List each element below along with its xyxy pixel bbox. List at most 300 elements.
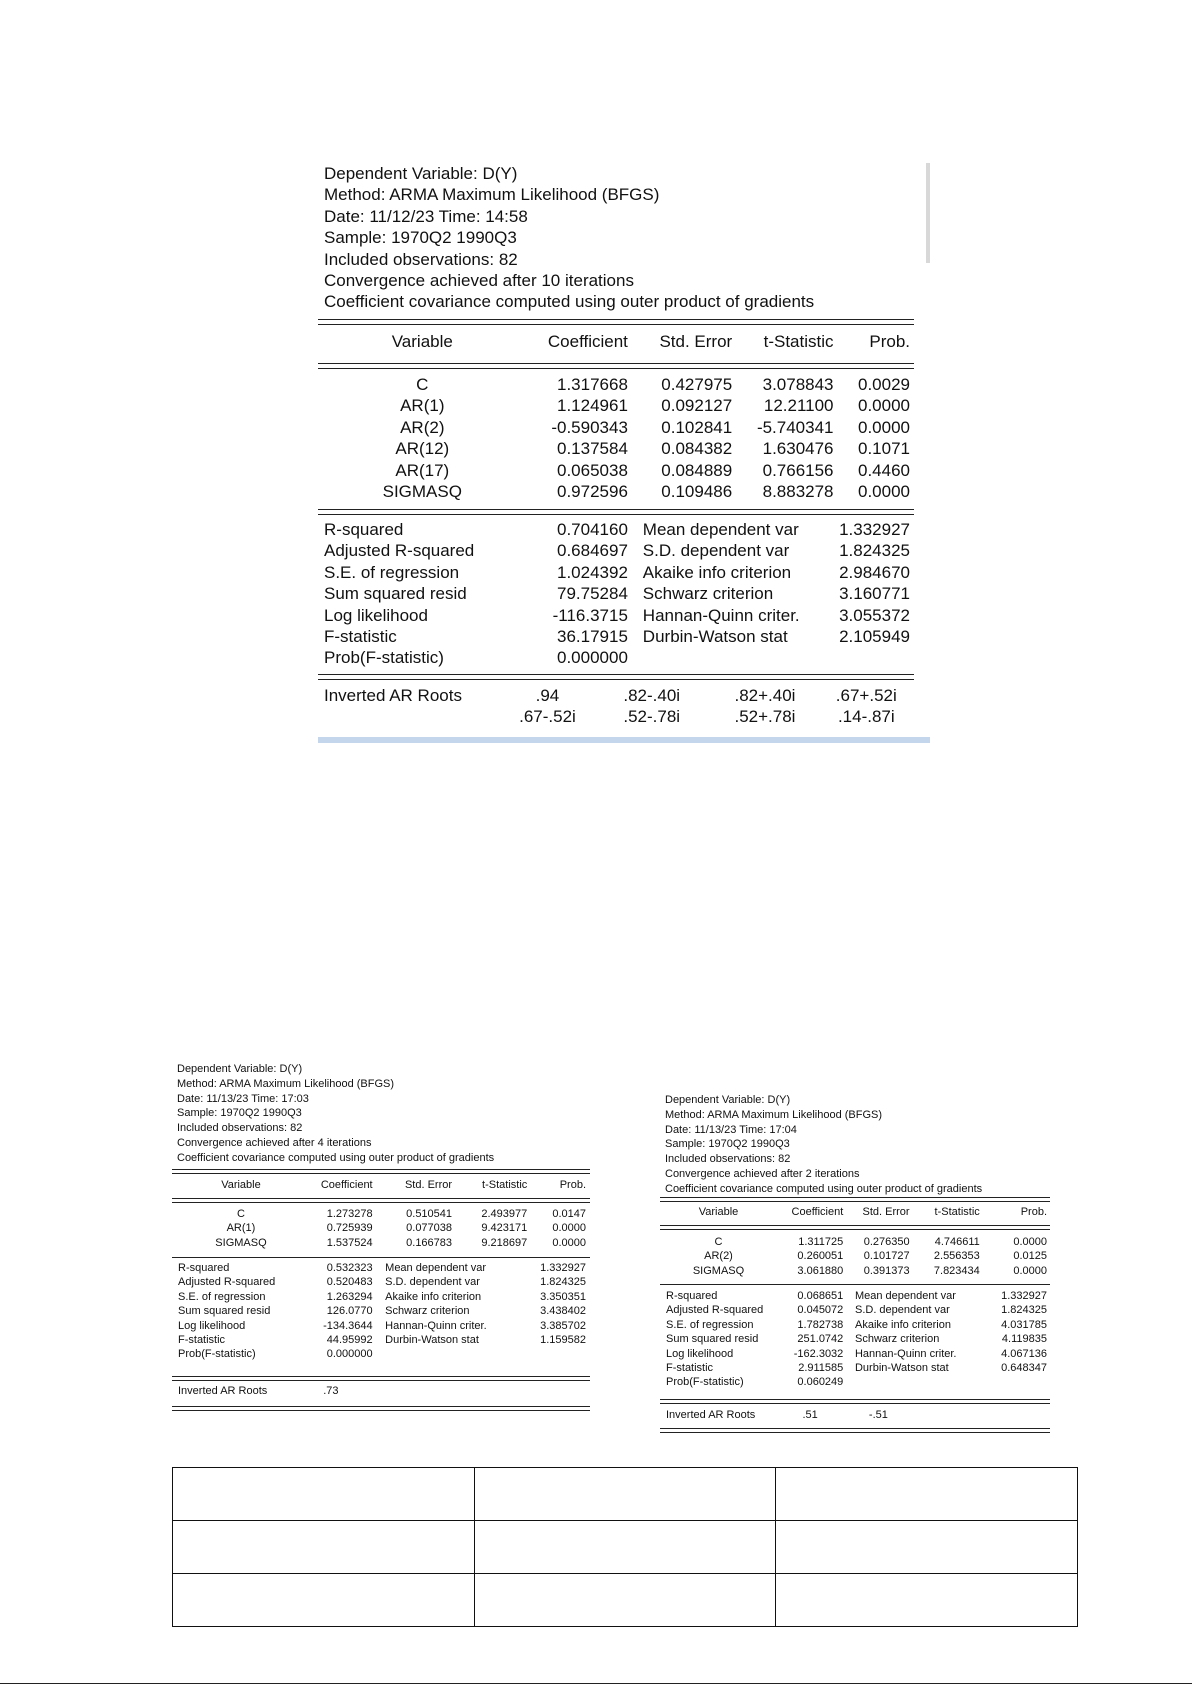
t-statistic-value: 0.766156 [762, 460, 834, 480]
statistic-value: 1.824325 [540, 1276, 586, 1289]
statistic-value: 3.055372 [839, 605, 910, 625]
double-rule [660, 1197, 1050, 1202]
prob-value: 0.0000 [858, 482, 910, 502]
root-value [511, 1384, 590, 1398]
page-footer-rule [0, 1683, 1192, 1684]
statistic-value: 1.159582 [540, 1334, 586, 1347]
statistic-value: 1.263294 [326, 1290, 373, 1303]
statistic-row [318, 583, 914, 604]
coefficient-row [318, 395, 914, 416]
prob-value: 0.0000 [552, 1236, 586, 1249]
statistic-label: S.D. dependent var [385, 1276, 480, 1289]
statistic-label: S.D. dependent var [642, 541, 790, 561]
coefficient-row [660, 1249, 1050, 1263]
col-std-error: Std. Error [404, 1179, 453, 1191]
col-prob: Prob. [869, 332, 910, 351]
statistic-value: 2.911585 [798, 1362, 844, 1375]
coefficient-column-headers [172, 1178, 590, 1192]
t-statistic-value: 9.218697 [481, 1236, 528, 1249]
prob-value: 0.0125 [1013, 1250, 1047, 1263]
col-prob: Prob. [559, 1179, 586, 1191]
statistic-row [318, 519, 914, 540]
coefficient-value: 0.065038 [557, 460, 628, 480]
variable-name: SIGMASQ [692, 1264, 745, 1277]
inverted-ar-roots [172, 1384, 590, 1398]
roots-label: Inverted AR Roots [178, 1385, 268, 1397]
header-line: Convergence achieved after 10 iterations [324, 271, 634, 291]
statistic-label: R-squared [324, 520, 404, 539]
table-cell[interactable] [173, 1521, 475, 1574]
header-line: Included observations: 82 [324, 249, 518, 269]
std-error-value: 0.084382 [661, 439, 733, 459]
prob-value: 0.0000 [552, 1222, 586, 1235]
header-line: Sample: 1970Q2 1990Q3 [324, 228, 517, 248]
coefficient-value: 0.137584 [557, 439, 628, 459]
summary-statistics [172, 1261, 590, 1362]
coefficient-row [172, 1207, 590, 1221]
roots-row [660, 1408, 1050, 1422]
table-cell[interactable] [173, 1574, 475, 1627]
root-value: .67+.52i [835, 686, 897, 705]
statistic-value: 4.031785 [1001, 1318, 1047, 1331]
double-rule [318, 509, 914, 515]
prob-value: 0.0000 [1013, 1264, 1047, 1277]
header-line: Method: ARMA Maximum Likelihood (BFGS) [324, 185, 660, 205]
std-error-value: 0.101727 [863, 1250, 910, 1263]
variable-name: C [236, 1208, 245, 1220]
root-value: .51 [802, 1409, 818, 1421]
spacer [318, 706, 503, 727]
statistic-label: Hannan-Quinn criter. [385, 1319, 487, 1332]
header-line: Sample: 1970Q2 1990Q3 [665, 1138, 790, 1151]
double-rule [172, 1406, 590, 1411]
coefficient-row [172, 1221, 590, 1235]
statistic-label: Log likelihood [178, 1319, 246, 1332]
table-row [173, 1574, 1078, 1627]
roots-label: Inverted AR Roots [666, 1409, 756, 1421]
variable-name: SIGMASQ [215, 1236, 267, 1249]
coefficient-value: 1.537524 [326, 1236, 373, 1249]
statistic-label: Sum squared resid [666, 1333, 759, 1346]
spacer [628, 562, 643, 583]
coefficient-column-headers [660, 1205, 1050, 1219]
header-line: Dependent Variable: D(Y) [177, 1063, 303, 1075]
summary-statistics [318, 519, 914, 669]
statistic-label: F-statistic [666, 1362, 714, 1375]
statistic-label: Schwarz criterion [642, 584, 774, 604]
estimation-header [324, 163, 814, 313]
statistic-row [172, 1261, 590, 1275]
empty-comparison-table [172, 1467, 1078, 1627]
spacer [843, 1289, 855, 1303]
statistic-label: Akaike info criterion [385, 1290, 482, 1303]
std-error-value: 0.510541 [406, 1208, 453, 1220]
double-rule [660, 1399, 1050, 1404]
roots-row [318, 685, 914, 706]
spacer [843, 1303, 855, 1317]
statistic-row [660, 1347, 1050, 1361]
statistic-value: 0.000000 [326, 1348, 373, 1361]
statistic-label: Log likelihood [666, 1347, 734, 1360]
t-statistic-value: 2.556353 [933, 1250, 980, 1263]
variable-name: AR(17) [395, 460, 450, 480]
statistic-value: 1.782738 [797, 1318, 844, 1331]
statistic-row [172, 1304, 590, 1318]
estimation-header [177, 1062, 494, 1166]
root-value: .94 [535, 686, 560, 705]
spacer [843, 1318, 855, 1332]
col-coefficient: Coefficient [320, 1179, 373, 1191]
coefficient-row [318, 481, 914, 502]
t-statistic-value: 2.493977 [481, 1208, 528, 1220]
header-line: Coefficient covariance computed using outer product of gradients [177, 1151, 495, 1164]
statistic-value: 0.068651 [797, 1290, 844, 1302]
statistic-value: -116.3715 [552, 605, 628, 625]
root-value: .52-.78i [623, 707, 681, 727]
spacer [628, 626, 643, 647]
statistic-value: 2.984670 [839, 562, 910, 582]
statistic-value: 251.0742 [797, 1333, 844, 1346]
statistic-value: 1.824325 [839, 541, 910, 561]
t-statistic-value: -5.740341 [756, 417, 834, 437]
statistic-label: Akaike info criterion [854, 1318, 951, 1331]
std-error-value: 0.092127 [661, 396, 733, 416]
double-rule [318, 363, 914, 369]
coefficient-row [318, 417, 914, 438]
statistic-row [660, 1289, 1050, 1303]
spacer [373, 1319, 386, 1333]
statistic-label: Hannan-Quinn criter. [642, 605, 800, 625]
header-line: Included observations: 82 [177, 1122, 303, 1135]
coefficient-value: 0.972596 [557, 482, 628, 502]
statistic-value: 0.532323 [326, 1262, 373, 1274]
spacer [373, 1275, 386, 1289]
double-rule [172, 1169, 590, 1174]
statistic-row [318, 540, 914, 561]
col-prob: Prob. [1020, 1206, 1047, 1218]
std-error-value: 0.391373 [863, 1264, 910, 1277]
statistic-label [643, 647, 822, 668]
statistic-value: 0.648347 [1001, 1362, 1047, 1375]
statistic-label: R-squared [178, 1262, 230, 1274]
root-value: .82+.40i [734, 686, 796, 705]
statistic-row [172, 1275, 590, 1289]
statistic-value [984, 1375, 1050, 1389]
spacer [843, 1332, 855, 1346]
header-line: Convergence achieved after 2 iterations [665, 1167, 860, 1180]
statistic-label: Hannan-Quinn criter. [854, 1347, 957, 1360]
coefficient-table [172, 1207, 590, 1250]
statistic-value: 44.95992 [326, 1334, 373, 1347]
coefficient-value: -0.590343 [551, 417, 628, 437]
statistic-label: S.E. of regression [178, 1290, 266, 1303]
statistic-label: Durbin-Watson stat [385, 1334, 479, 1347]
statistic-value: 3.160771 [839, 584, 910, 604]
ar2-estimation-output [660, 1093, 1050, 1433]
statistic-value: -162.3032 [793, 1347, 844, 1360]
root-value: .82-.40i [623, 686, 681, 705]
table-cell[interactable] [776, 1574, 1078, 1627]
std-error-value: 0.109486 [661, 482, 733, 502]
spacer [628, 583, 643, 604]
t-statistic-value: 12.21100 [763, 396, 834, 416]
statistic-row [318, 605, 914, 626]
col-coefficient: Coefficient [791, 1206, 844, 1218]
coefficient-row [318, 438, 914, 459]
statistic-label: Mean dependent var [385, 1262, 487, 1274]
statistic-row [172, 1347, 590, 1361]
col-t-statistic: t-Statistic [763, 332, 834, 351]
double-rule [660, 1225, 1050, 1230]
table-cell[interactable] [173, 1468, 475, 1521]
summary-statistics [660, 1289, 1050, 1390]
t-statistic-value: 7.823434 [933, 1264, 980, 1277]
header-line: Date: 11/12/23 Time: 14:58 [324, 206, 528, 226]
table-cell[interactable] [474, 1574, 776, 1627]
statistic-row [172, 1333, 590, 1347]
statistic-label: Prob(F-statistic) [178, 1348, 256, 1361]
table-row [173, 1468, 1078, 1521]
header-line: Sample: 1970Q2 1990Q3 [177, 1107, 302, 1120]
double-rule [318, 319, 914, 325]
t-statistic-value: 9.423171 [481, 1222, 528, 1235]
col-variable: Variable [221, 1179, 261, 1191]
statistic-value: 1.332927 [1001, 1290, 1047, 1302]
variable-name: C [416, 375, 429, 394]
double-rule [172, 1198, 590, 1203]
prob-value: 0.0000 [858, 417, 910, 437]
spacer [843, 1375, 855, 1389]
header-line: Dependent Variable: D(Y) [665, 1094, 791, 1106]
statistic-value: 0.000000 [557, 648, 628, 668]
header-line: Dependent Variable: D(Y) [324, 164, 518, 183]
statistic-row [172, 1290, 590, 1304]
statistic-value: 79.75284 [557, 584, 628, 604]
coefficient-value: 1.311725 [798, 1236, 844, 1248]
spacer [628, 540, 643, 561]
root-value [352, 1384, 436, 1398]
std-error-value: 0.084889 [661, 460, 733, 480]
statistic-value: 2.105949 [839, 627, 910, 647]
header-line: Coefficient covariance computed using outer product of gradients [665, 1182, 983, 1195]
statistic-label: Sum squared resid [178, 1305, 271, 1318]
header-line: Date: 11/13/23 Time: 17:04 [665, 1123, 797, 1136]
inverted-ar-roots [318, 685, 914, 728]
statistic-row [660, 1318, 1050, 1332]
coefficient-table [660, 1235, 1050, 1278]
coefficient-value: 1.317668 [557, 375, 628, 394]
root-value: -.51 [868, 1409, 888, 1421]
std-error-value: 0.166783 [406, 1236, 453, 1249]
t-statistic-value: 4.746611 [934, 1236, 980, 1248]
statistic-label: Schwarz criterion [854, 1333, 940, 1346]
std-error-value: 0.077038 [406, 1222, 453, 1235]
statistic-row [660, 1303, 1050, 1317]
statistic-value: 1.332927 [839, 520, 910, 539]
statistic-label: Schwarz criterion [385, 1305, 470, 1318]
variable-name: C [714, 1236, 723, 1248]
statistic-label: Durbin-Watson stat [854, 1362, 949, 1375]
coefficient-value: 3.061880 [797, 1264, 844, 1277]
spacer [373, 1347, 386, 1361]
std-error-value: 0.427975 [661, 375, 733, 394]
statistic-label: Akaike info criterion [642, 562, 792, 582]
variable-name: AR(2) [400, 417, 445, 437]
roots-label: Inverted AR Roots [324, 686, 462, 705]
statistic-label: S.E. of regression [324, 562, 460, 582]
coefficient-row [318, 374, 914, 395]
statistic-value: 4.119835 [1001, 1333, 1047, 1346]
spacer [373, 1261, 386, 1275]
statistic-label: Adjusted R-squared [666, 1304, 764, 1317]
col-coefficient: Coefficient [547, 332, 628, 351]
statistic-label: S.D. dependent var [854, 1304, 950, 1317]
statistic-label: Prob(F-statistic) [666, 1376, 744, 1389]
table-row [173, 1521, 1078, 1574]
statistic-label [855, 1375, 984, 1389]
col-std-error: Std. Error [659, 332, 733, 351]
ar1-estimation-output [172, 1062, 590, 1422]
statistic-value: 0.045072 [797, 1304, 844, 1317]
scrollbar[interactable] [926, 163, 930, 263]
header-line: Included observations: 82 [665, 1153, 791, 1166]
col-variable: Variable [698, 1206, 739, 1218]
rule [172, 1257, 590, 1258]
coefficient-value: 0.260051 [797, 1250, 844, 1263]
statistic-row [660, 1332, 1050, 1346]
variable-name: AR(1) [400, 396, 445, 416]
root-value [980, 1408, 1050, 1422]
std-error-value: 0.102841 [661, 417, 733, 437]
header-line: Convergence achieved after 4 iterations [177, 1136, 372, 1149]
coefficient-row [172, 1236, 590, 1250]
roots-row [318, 706, 914, 727]
coefficient-value: 0.725939 [326, 1222, 373, 1235]
prob-value: 0.0000 [1013, 1236, 1047, 1248]
statistic-label: Adjusted R-squared [178, 1276, 276, 1289]
root-value: .52+.78i [734, 707, 796, 727]
statistic-value: 126.0770 [326, 1305, 373, 1318]
statistic-label: Prob(F-statistic) [324, 648, 444, 668]
statistic-value: 3.350351 [540, 1290, 586, 1303]
statistic-label: Log likelihood [324, 605, 428, 625]
variable-name: AR(1) [226, 1222, 256, 1235]
root-value: .67-.52i [519, 707, 576, 727]
statistic-label: Durbin-Watson stat [642, 627, 788, 647]
header-line: Date: 11/13/23 Time: 17:03 [177, 1092, 309, 1105]
variable-name: SIGMASQ [382, 482, 462, 502]
coefficient-value: 1.124961 [557, 396, 628, 416]
double-rule [318, 674, 914, 680]
prob-value: 0.1071 [858, 439, 910, 459]
statistic-value: 0.520483 [326, 1276, 373, 1289]
statistic-row [318, 562, 914, 583]
statistic-value [519, 1347, 590, 1361]
t-statistic-value: 1.630476 [762, 439, 834, 459]
inverted-ar-roots [660, 1408, 1050, 1422]
statistic-label: Mean dependent var [642, 520, 799, 539]
header-line: Coefficient covariance computed using outer product of gradients [324, 292, 815, 312]
statistic-label: S.E. of regression [666, 1318, 754, 1331]
prob-value: 0.4460 [858, 460, 910, 480]
std-error-value: 0.276350 [863, 1236, 910, 1248]
statistic-value [822, 647, 914, 668]
statistic-label: R-squared [666, 1290, 718, 1302]
statistic-value: 1.824325 [1001, 1304, 1047, 1317]
statistic-row [318, 647, 914, 668]
header-line: Method: ARMA Maximum Likelihood (BFGS) [177, 1077, 395, 1090]
spacer [628, 605, 643, 626]
statistic-row [660, 1375, 1050, 1389]
spacer [373, 1333, 386, 1347]
statistic-row [660, 1361, 1050, 1375]
root-value [913, 1408, 979, 1422]
statistic-label: Adjusted R-squared [324, 541, 475, 561]
spacer [628, 519, 643, 540]
statistic-label: Mean dependent var [854, 1290, 956, 1302]
table-cell[interactable] [474, 1468, 776, 1521]
coefficient-table [318, 374, 914, 502]
ar17-estimation-output [318, 163, 930, 743]
col-std-error: Std. Error [862, 1206, 910, 1218]
statistic-label: F-statistic [178, 1334, 226, 1347]
coefficient-row [660, 1235, 1050, 1249]
t-statistic-value: 3.078843 [762, 375, 834, 394]
coefficient-value: 1.273278 [326, 1208, 373, 1220]
table-cell[interactable] [474, 1521, 776, 1574]
prob-value: 0.0029 [858, 375, 910, 394]
statistic-value: 3.438402 [540, 1305, 586, 1318]
root-value: .73 [323, 1385, 339, 1397]
coefficient-row [318, 460, 914, 481]
col-t-statistic: t-Statistic [934, 1206, 980, 1218]
spacer [373, 1304, 386, 1318]
estimation-header [665, 1093, 982, 1197]
statistic-value: 0.684697 [557, 541, 628, 561]
header-line: Method: ARMA Maximum Likelihood (BFGS) [665, 1108, 883, 1121]
window-bottom-edge [318, 737, 930, 743]
spacer [843, 1347, 855, 1361]
root-value [435, 1384, 510, 1398]
statistic-value: 3.385702 [540, 1319, 586, 1332]
double-rule [172, 1376, 590, 1381]
rule [660, 1284, 1050, 1285]
table-cell[interactable] [776, 1468, 1078, 1521]
prob-value: 0.0147 [552, 1208, 586, 1220]
statistic-value: 0.060249 [797, 1376, 844, 1389]
root-value: .14-.87i [837, 707, 895, 727]
col-t-statistic: t-Statistic [482, 1179, 528, 1191]
double-rule [660, 1428, 1050, 1433]
table-cell[interactable] [776, 1521, 1078, 1574]
coefficient-row [660, 1264, 1050, 1278]
statistic-label: F-statistic [324, 627, 397, 647]
statistic-value: 0.704160 [557, 520, 628, 539]
spacer [628, 647, 643, 668]
statistic-label [385, 1347, 519, 1361]
spacer [843, 1361, 855, 1375]
statistic-value: 1.024392 [557, 562, 628, 582]
t-statistic-value: 8.883278 [762, 482, 834, 502]
prob-value: 0.0000 [858, 396, 910, 416]
coefficient-column-headers [318, 331, 914, 352]
statistic-label: Sum squared resid [324, 584, 467, 604]
variable-name: AR(2) [704, 1250, 733, 1263]
statistic-row [318, 626, 914, 647]
statistic-value: 4.067136 [1001, 1347, 1047, 1360]
col-variable: Variable [391, 332, 453, 351]
statistic-row [172, 1319, 590, 1333]
